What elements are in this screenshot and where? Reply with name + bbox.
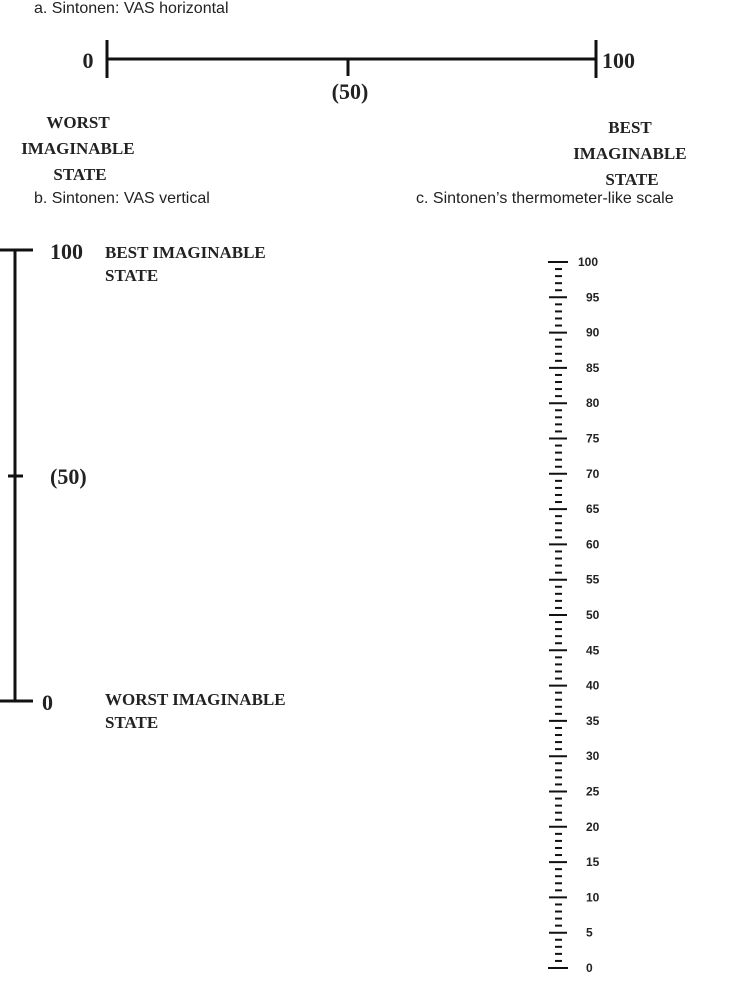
tick-label: 35: [586, 713, 600, 728]
horizontal-vas: [107, 40, 596, 78]
horizontal-vas-max-label: 100: [602, 48, 635, 73]
tick-label: 0: [586, 961, 593, 975]
vertical-vas-max-desc: [105, 243, 270, 285]
vertical-vas: [0, 250, 33, 701]
vertical-vas-min-desc: [105, 690, 290, 732]
tick-label: 20: [586, 819, 600, 834]
tick-label: 10: [586, 890, 600, 905]
desc-line: STATE: [105, 266, 159, 285]
desc-line: STATE: [53, 165, 107, 184]
tick-label: 55: [586, 572, 600, 587]
tick-label: 40: [586, 678, 600, 693]
tick-label: 90: [586, 325, 600, 340]
vertical-vas-max-label: 100: [50, 239, 83, 264]
tick-label: 5: [586, 925, 593, 940]
horizontal-vas-mid-label: (50): [331, 79, 369, 104]
desc-line: BEST IMAGINABLE: [105, 243, 266, 262]
panel-a-title: a. Sintonen: VAS horizontal: [34, 0, 229, 17]
horizontal-vas-min-desc: [21, 113, 139, 184]
desc-line: STATE: [605, 170, 659, 189]
desc-line: BEST: [608, 118, 652, 137]
horizontal-vas-max-desc: [573, 118, 691, 189]
desc-line: IMAGINABLE: [573, 144, 687, 163]
tick-label: 80: [586, 396, 600, 411]
tick-label: 30: [586, 749, 600, 764]
tick-label: 85: [586, 360, 600, 375]
desc-line: WORST: [46, 113, 110, 132]
tick-label: 25: [586, 784, 600, 799]
desc-line: STATE: [105, 713, 159, 732]
tick-label: 15: [586, 855, 600, 870]
desc-line: WORST IMAGINABLE: [105, 690, 286, 709]
tick-label: 65: [586, 502, 600, 517]
desc-line: IMAGINABLE: [21, 139, 135, 158]
vertical-vas-min-label: 0: [42, 690, 53, 715]
tick-label: 75: [586, 431, 600, 446]
tick-label: 45: [586, 643, 600, 658]
tick-label: 70: [586, 466, 600, 481]
tick-label: 50: [586, 608, 600, 622]
horizontal-vas-min-label: 0: [82, 48, 94, 73]
tick-label: 95: [586, 290, 600, 305]
tick-label: 60: [586, 537, 600, 552]
thermometer-scale: [548, 255, 600, 975]
vertical-vas-mid-label: (50): [50, 464, 87, 489]
panel-c-title: c. Sintonen’s thermometer-like scale: [416, 190, 674, 207]
panel-b-title: b. Sintonen: VAS vertical: [34, 190, 210, 207]
tick-label: 100: [578, 255, 599, 269]
